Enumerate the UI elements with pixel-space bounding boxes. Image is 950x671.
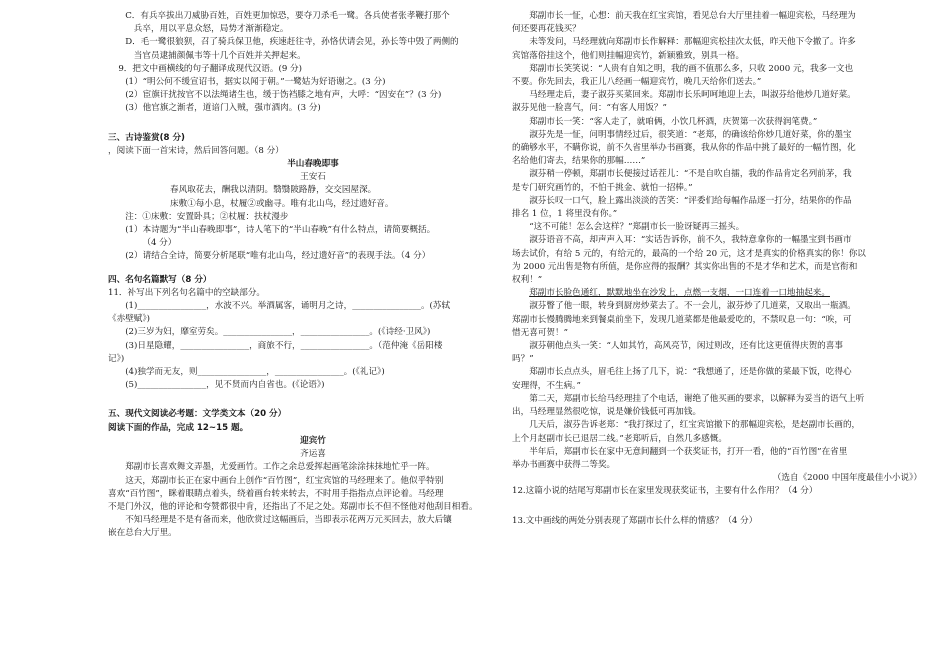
story-r2-line1: 未等发问，马经理就向郑副市长作解释：那幅迎宾松挂次太低，昨天他下令撤了。许多 [529,37,856,48]
story-r10-line4: 权利！” [512,275,543,286]
q9-item-3: (3）他官旗之渐者，道谙门入贼，强市酒肉。(3 分) [125,103,321,114]
poem-line-1: 春风取花去，酬我以清阴。翳翳陂路静，交交园屋深。 [170,185,377,196]
story-paragraph-1: 郑副市长喜欢舞文弄墨，尤爱画竹。工作之余总爱挥起画笔涂涂抹抹地忙乎一阵。 [125,462,435,473]
story-paragraph-3-line2: 嵌在总台大厅里。 [108,528,177,539]
q8-option-d-line2: 当官员逮捕颜佩韦等十几个百姓并关押起来。 [133,50,306,61]
story-r11-underlined: 郑副市长脸色通红，默默地坐在沙发上，点燃一支烟，一口连着一口地抽起来。 [529,288,830,299]
story-r17-line2: 举办书画赛中获得二等奖。 [512,459,616,470]
story-r10-line1: 淑芬语音不高，却声声入耳：“实话告诉你，前不久，我特意拿你的一幅墨宝到书画市 [529,235,852,246]
q8-option-d-line1: D．毛一鹭很狼狈，召了骑兵保卫他，疾速赶往寺，孙恪伏请会见，孙长等中毁了两侧的 [125,37,459,48]
story-paragraph-2-line3: 不是门外汉，他的评论和夸赞都很中肯，还指出了不足之处。郑副市长不但不怪他对他刮目相看。 [108,501,478,512]
q11-item-2: (2)三岁为妇，靡室劳矣。________________，________________。(《诗经·卫风》) [125,327,431,338]
q8-option-c-line1: C．有兵卒拔出刀威胁百姓，百姓更加惊恐，要夺刀杀毛一鹭。各兵使者张孝鞭打那个 [125,11,450,21]
section-5-heading: 五、现代文阅读必考题：文学类文本（20 分） [108,409,287,420]
q11-item-1-cont: 《赤壁赋》) [108,314,151,325]
right-column [512,10,922,528]
poem-title: 半山春晚即事 [287,159,339,170]
poem-question-2: (2）请结合全诗，简要分析尾联“唯有北山鸟，经过遗好音”的表现手法。（4 分） [125,251,431,262]
left-column [108,10,518,541]
q11-item-1: (1)________________，水波不兴。举酒属客，诵明月之诗，________________。(苏轼 [125,301,451,312]
story-r13-line2: 吗？” [512,354,534,365]
story-r3-line2: 不要。你先回去，我正儿八经画一幅迎宾竹，晚几天给你们送去。” [512,77,762,88]
poem-question-1-score: （4 分） [142,238,177,249]
story-r6-line2: 的确够水平，不瞒你说，前不久省里举办书画赛，我从你的作品中挑了最好的一幅竹图，化 [512,143,856,154]
story-r9: “这不可能！怎么会这样？”郑副市长一脸讶疑再三摇头。 [529,222,745,233]
q11-item-5: (5)________________，见不贤而内自省也。(《论语》) [125,380,325,391]
story-r1-line2: 何还要再花钱买？ [512,24,581,35]
story-paragraph-3-line1: 不知马经理是不是有备而来，他欣赏过这幅画后，当即表示花两万元买回去，放大后镶 [125,515,452,526]
story-r2-line2: 宾馆落俗挂这个，他们则挂幅迎宾竹，新颖雅致，别具一格。 [512,50,745,61]
story-paragraph-2-line1: 这天，郑副市长正在家中画台上创作“百竹图”，红宝宾馆的马经理来了。他似乎特别 [125,475,444,486]
story-paragraph-2-line2: 喜欢“百竹图”，眯着眼睛点着头，绕着画台转来转去，不时用手指指点点评论着。马经理 [108,488,444,499]
poem-author: 王安石 [300,172,326,183]
q12-question: 12.这篇小说的结尾写郑副市长在家里发现获奖证书，主要有什么作用？（4 分） [512,486,818,497]
section-3-intro: ，阅读下面一首宋诗，然后回答问题。（8 分） [108,145,284,156]
story-r12-line1: 淑芬瞥了他一眼，转身到厨房炒菜去了。不一会儿，淑芬炒了几道菜，又取出一瓶酒。 [529,301,856,312]
story-source: （选自《2000 中国年度最佳小小说》） [772,473,922,484]
story-r4-line2: 淑芬见他一脸喜气，问：“有客人用饭？” [512,103,667,114]
story-author: 齐运喜 [300,449,326,460]
q11-item-3-cont: 记》) [108,353,125,364]
story-r16-line2: 上个月赵副市长已退居二线。”老郑听后，自然几多感慨。 [512,433,727,444]
story-r14-line2: 安理得，不生病。” [512,380,581,391]
story-r13-line1: 淑芬朝他点头一笑：“人如其竹，高风亮节，闲过则改，还有比这更值得庆贺的喜事 [529,341,843,352]
story-r10-line3: 为 2000 元出售是物有所值，是你应得的报酬？其实你出售的不是才华和艺术，而是官衔和 [512,261,858,272]
story-r3-line1: 郑副市长笑笑说：“人贵有自知之明，我的画不值那么多，只收 2000 元，我多一文也 [529,63,854,74]
section-4-heading: 四、名句名篇默写（8 分） [108,274,212,285]
story-r7-line1: 淑芬稍一停顿，郑副市长便接过话茬儿：“不是自吹自擂，我的作品肯定名列前茅，我 [529,169,852,180]
story-r16-line1: 几天后，淑芬告诉老郑：“我打探过了，红宝宾馆撤下的那幅迎宾松，是赵副市长画的， [529,420,861,431]
story-r5: 郑副市长一笑：“客人走了，就咱俩，小饮几杯酒，庆贺第一次获得润笔费。” [529,116,818,127]
section-5-intro: 阅读下面的作品，完成 12~15 题。 [108,422,249,433]
story-r8-line1: 淑芬长叹一口气，脸上露出淡淡的苦笑：“评委们给每幅作品逐一打分，结果你的作品 [529,195,852,206]
q9-question: 9．把文中画横线的句子翻译成现代汉语。(9 分) [118,63,302,74]
story-r8-line2: 排名 1 位，1 将里没有你。” [512,209,618,220]
story-r14-line1: 郑副市长点点头，眉毛往上扬了几下，说：“我想通了，还是你做的菜最下饭，吃得心 [529,367,852,378]
q13-question: 13.文中画线的两处分别表现了郑副市长什么样的情感？（4 分） [512,515,758,526]
story-r15-line1: 第二天，郑副市长给马经理挂了个电话，谢绝了他买画的要求，以解释为妥当的语气上听 [529,393,865,404]
q8-option-c-line2: 兵卒，用以平息众怒，局势才渐渐稳定。 [133,24,289,35]
section-3-heading: 三、古诗鉴赏(8 分) [108,132,185,143]
story-r6-line1: 淑芬先是一怔，问明事情经过后，很笑道：“老郑，的确该给你炒几道好菜，你的墨宝 [529,129,852,140]
story-r12-line2: 郑副市长慢腾腾地来到餐桌前坐下，发现几道菜都是他最爱吃的，不禁叹息一句：“唉，可 [512,314,852,325]
story-r4-line1: 马经理走后，妻子淑芬买菜回来。郑副市长乐呵呵地迎上去，叫淑芬给他炒几道好菜。 [529,90,856,101]
poem-line-2: 床敷①每小息，杖履②或幽寻。唯有北山鸟，经过遗好音。 [170,198,394,209]
story-r6-line3: 名给他们寄去，结果你的那幅……” [512,156,646,167]
story-r7-line2: 是专门研究画竹的，不怕千挑金、就怕一招棒。” [512,182,693,193]
story-r10-line2: 场去试价，有给 5 元的，有给元的，最高的一个给 20 元，这才是真实的价格真实的你！你以 [512,248,866,259]
story-r1-line1: 郑副市长一怔，心想：前天我在红宝宾馆，看见总台大厅里挂着一幅迎宾松，马经理为 [529,11,856,21]
poem-question-1: (1）本诗题为“半山春晚即事”，诗人笔下的“半山春晚”有什么特点，请简要概括。 [125,225,436,236]
q11-item-4: (4)独学而无友，则________________，________________。(《礼记》) [125,367,385,378]
story-r12-line3: 惜无喜可贺！” [512,327,568,338]
story-r15-line2: 出，马经理显然很吃惊，说是嫌价钱低可再加钱。 [512,407,702,418]
q9-item-2: (2）宦旗讦扰按官不以法绳诸生也，缓于饬裆膝之地有声，大呼：“因安在”？(3 分) [125,90,442,101]
q11-item-3: (3)日星隐耀，________________，商旅不行，________________。（范仲淹《岳阳楼 [125,340,443,351]
q9-item-1: (1）“明公何不缓宣诏书，据实以闻于朝。”一鹭姑为好语谢之。(3 分) [125,77,386,88]
story-title: 迎宾竹 [300,435,326,446]
q11-question: 11．补写出下列名句名篇中的空缺部分。 [108,287,266,298]
poem-note: 注：①床敷：安置卧具；②杖履：扶杖漫步 [125,211,289,222]
story-r17-line1: 半年后，郑副市长在家中无意间翻到一个获奖证书，打开一看，他的“百竹图”在省里 [529,446,848,457]
